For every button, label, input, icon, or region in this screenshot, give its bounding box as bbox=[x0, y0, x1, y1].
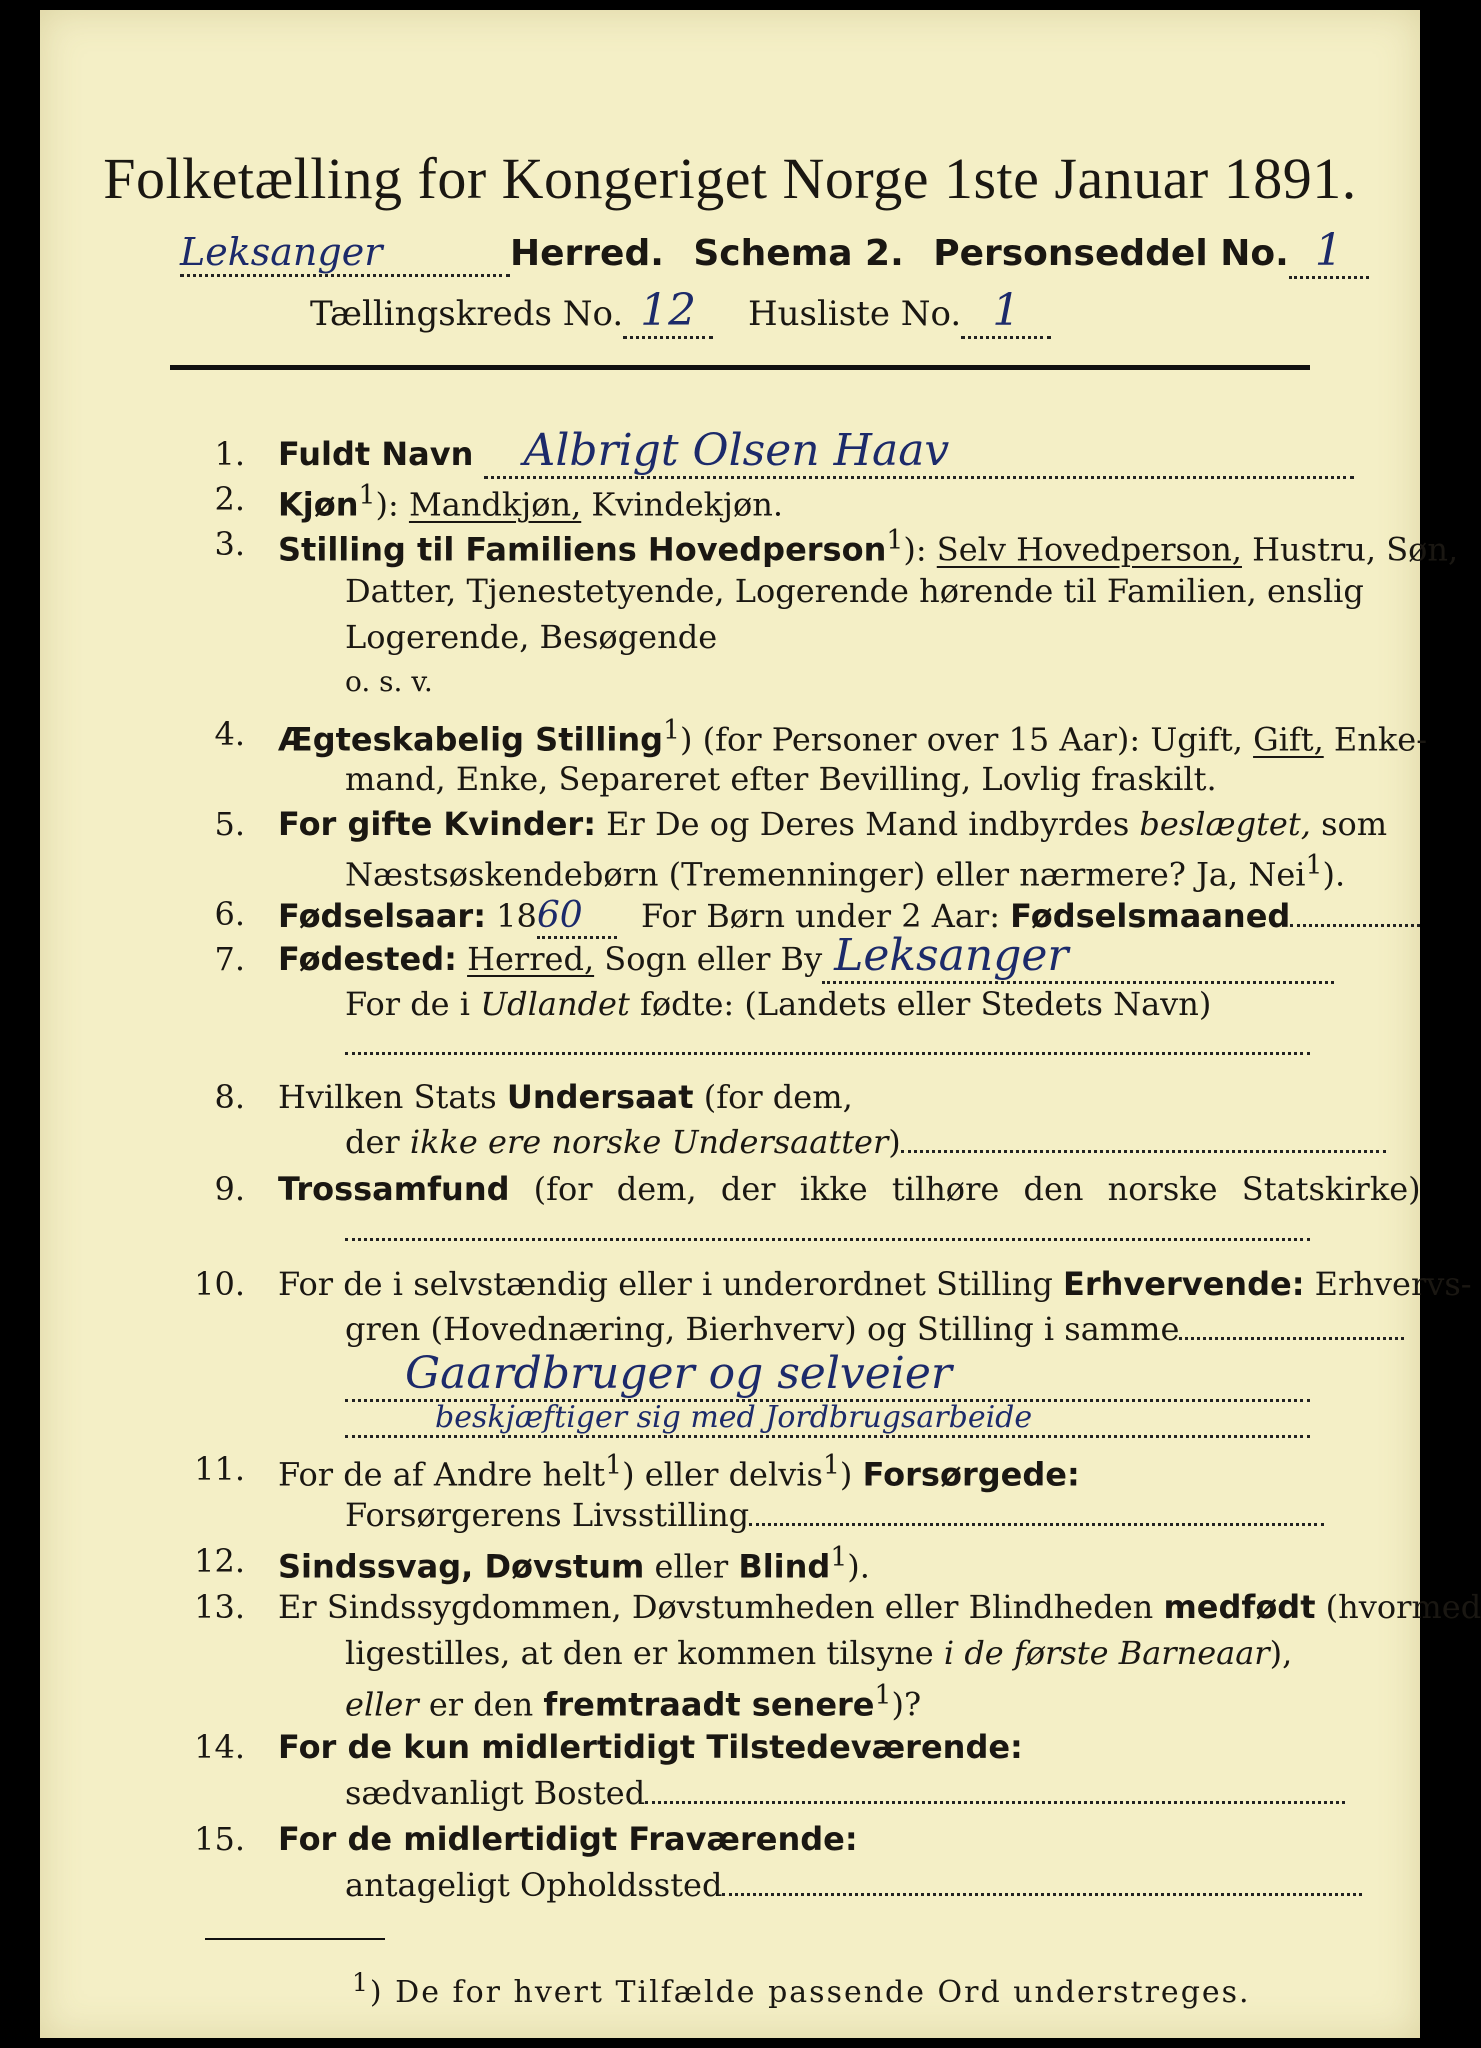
q13-label: medfødt bbox=[1163, 1588, 1316, 1626]
q11-label: Forsørgede: bbox=[862, 1455, 1080, 1494]
header-line-kreds bbox=[310, 285, 1051, 339]
husliste-value: 1 bbox=[961, 285, 1051, 339]
q10-label: Erhvervende: bbox=[1062, 1265, 1305, 1303]
q13-line2-italic: i de første Barneaar bbox=[943, 1634, 1270, 1672]
q7-line2b: fødte: (Landets eller Stedets Navn) bbox=[640, 985, 1212, 1023]
q14-label: For de kun midlertidigt Tilstedeværende: bbox=[278, 1728, 1023, 1766]
q2-sup: 1 bbox=[358, 480, 376, 511]
q8-line1a: Hvilken Stats bbox=[278, 1078, 497, 1116]
q11-line1c: ) bbox=[839, 1455, 853, 1494]
q8-label: Undersaat bbox=[506, 1078, 694, 1116]
q1-label: Fuldt Navn bbox=[278, 435, 474, 473]
q11-line2-text: Forsørgerens Livsstilling bbox=[345, 1496, 750, 1534]
q8-line2 bbox=[345, 1123, 1386, 1161]
q2-row bbox=[278, 480, 783, 524]
q10-line2-text: gren (Hovednæring, Bierhverv) og Stilling i samme bbox=[345, 1310, 1180, 1348]
q11-line1a: For de af Andre helt bbox=[278, 1455, 606, 1494]
q5-number: 5. bbox=[214, 805, 245, 843]
q14-row bbox=[278, 1728, 1023, 1766]
q10-value-line1: Gaardbruger og selveier bbox=[345, 1348, 1310, 1402]
q8-row bbox=[278, 1078, 853, 1116]
q2-label: Kjøn bbox=[278, 485, 359, 524]
q12-sup: 1 bbox=[830, 1542, 848, 1573]
q14-line2-text: sædvanligt Bosted bbox=[345, 1774, 646, 1812]
q4-label: Ægteskabelig Stilling bbox=[278, 720, 664, 759]
q14-number: 14. bbox=[194, 1728, 245, 1766]
q12-label2: Blind bbox=[738, 1547, 831, 1586]
q4-line2: mand, Enke, Separeret efter Bevilling, Lovlig fraskilt. bbox=[345, 760, 1217, 798]
q13-line1c: (hvormed bbox=[1325, 1588, 1481, 1626]
q7-row bbox=[278, 930, 1334, 984]
q13-line3c: )? bbox=[891, 1685, 922, 1724]
q3-colon: ): bbox=[903, 530, 927, 569]
q11-number: 11. bbox=[194, 1450, 245, 1488]
q8-line2b: ) bbox=[888, 1123, 901, 1161]
q1-row bbox=[278, 425, 1354, 479]
q10-blank bbox=[1179, 1337, 1404, 1340]
footnote-sup: 1 bbox=[352, 1968, 370, 1997]
kreds-value: 12 bbox=[623, 285, 713, 339]
q3-line2: Datter, Tjenestetyende, Logerende hørende til Familien, enslig bbox=[345, 572, 1364, 610]
q8-blank bbox=[901, 1150, 1386, 1153]
q8-line2a: der bbox=[345, 1123, 400, 1161]
husliste-label: Husliste No. bbox=[747, 294, 962, 334]
header-rule bbox=[170, 365, 1310, 370]
q9-row bbox=[278, 1170, 1421, 1208]
q14-line2 bbox=[345, 1774, 1345, 1812]
q6-label: Fødselsaar: bbox=[278, 897, 486, 935]
q6-blank bbox=[1290, 924, 1420, 927]
footnote-text: ) De for hvert Tilfælde passende Ord understreges. bbox=[369, 1975, 1251, 2010]
q5-row bbox=[278, 805, 1387, 843]
q10-line1a: For de i selvstændig eller i underordnet Stilling bbox=[278, 1265, 1053, 1303]
q3-number: 3. bbox=[214, 525, 245, 563]
form-title: Folketælling for Kongeriget Norge 1ste Januar 1891. bbox=[103, 146, 1357, 211]
q6-number: 6. bbox=[214, 895, 245, 933]
q11-row bbox=[278, 1450, 1080, 1494]
q15-line2-text: antageligt Opholdssted bbox=[345, 1866, 723, 1904]
q11-line1b: ) eller delvis bbox=[622, 1455, 823, 1494]
q15-label: For de midlertidigt Fraværende: bbox=[278, 1820, 858, 1858]
q10-line1c: Erhvervs- bbox=[1314, 1265, 1472, 1303]
q9-number: 9. bbox=[214, 1170, 245, 1208]
q6-value: 60 bbox=[537, 895, 617, 939]
q13-sup: 1 bbox=[874, 1680, 892, 1711]
q4-number: 4. bbox=[214, 715, 245, 753]
q1-number: 1. bbox=[214, 435, 245, 473]
q3-option-selected: Selv Hovedperson, bbox=[936, 530, 1242, 569]
q7-line2a: For de i bbox=[345, 985, 471, 1023]
personseddel-value: 1 bbox=[1289, 225, 1369, 279]
q5-end: ). bbox=[1322, 855, 1346, 894]
q3-line4: o. s. v. bbox=[345, 665, 433, 698]
q15-row bbox=[278, 1820, 858, 1858]
footnote bbox=[352, 1968, 1251, 2010]
q13-line3a: er den bbox=[428, 1685, 534, 1724]
personseddel-label: Personseddel No. bbox=[933, 233, 1289, 274]
q7-line2 bbox=[345, 985, 1211, 1023]
q12-label: Sindssvag, Døvstum bbox=[278, 1547, 645, 1586]
q13-line2b: ), bbox=[1269, 1634, 1293, 1672]
q6-mid: For Børn under 2 Aar: bbox=[641, 897, 1000, 935]
q11-blank bbox=[749, 1523, 1324, 1526]
q13-line3-bold: fremtraadt senere bbox=[543, 1685, 875, 1724]
q13-line1a: Er Sindssygdommen, Døvstumheden eller Blindheden bbox=[278, 1588, 1154, 1626]
q11-sup-1: 1 bbox=[605, 1450, 623, 1481]
q7-blank-line bbox=[345, 1032, 1310, 1055]
q12-number: 12. bbox=[194, 1542, 245, 1580]
q15-line2 bbox=[345, 1866, 1362, 1904]
q5-line2-text: Næstsøskendebørn (Tremenninger) eller nærmere? Ja, Nei bbox=[345, 855, 1306, 894]
q15-number: 15. bbox=[194, 1820, 245, 1858]
q13-line2 bbox=[345, 1634, 1292, 1672]
q4-row bbox=[278, 715, 1427, 759]
q13-row bbox=[278, 1588, 1481, 1626]
q3-line3: Logerende, Besøgende bbox=[345, 618, 718, 656]
q10-row bbox=[278, 1265, 1472, 1303]
q10-value-line2: beskjæftiger sig med Jordbrugsarbeide bbox=[345, 1400, 1310, 1438]
q6-label2: Fødselsmaaned bbox=[1010, 897, 1291, 935]
q4-mid: ) (for Personer over 15 Aar): Ugift, bbox=[680, 720, 1243, 759]
footnote-rule bbox=[205, 1938, 385, 1940]
q3-label: Stilling til Familiens Hovedperson bbox=[278, 530, 887, 569]
census-form bbox=[40, 10, 1481, 2038]
q9-rest: (for dem, der ikke tilhøre den norske Statskirke) bbox=[533, 1170, 1421, 1208]
q2-option-selected: Mandkjøn, bbox=[408, 485, 582, 524]
q13-line2a: ligestilles, at den er kommen tilsyne bbox=[345, 1634, 934, 1672]
q7-label: Fødested: bbox=[278, 940, 457, 978]
q2-number: 2. bbox=[214, 480, 245, 518]
q9-label: Trossamfund bbox=[278, 1170, 510, 1208]
q2-option-2: Kvindekjøn. bbox=[591, 485, 784, 524]
header-line-herred bbox=[180, 225, 1369, 279]
q7-line2-italic: Udlandet bbox=[480, 985, 630, 1023]
q5-label: For gifte Kvinder: bbox=[278, 805, 596, 843]
q10-number: 10. bbox=[194, 1265, 245, 1303]
q1-value: Albrigt Olsen Haav bbox=[484, 425, 1354, 479]
q7-mid: Sogn eller By bbox=[604, 940, 823, 978]
q3-sup: 1 bbox=[886, 525, 904, 556]
q5-line2 bbox=[345, 850, 1345, 894]
q7-number: 7. bbox=[214, 940, 245, 978]
q10-line2 bbox=[345, 1310, 1404, 1348]
q4-sup: 1 bbox=[663, 715, 681, 746]
q5-sup: 1 bbox=[1305, 850, 1323, 881]
q11-sup-2: 1 bbox=[822, 1450, 840, 1481]
q5-italic: beslægtet, bbox=[1139, 805, 1311, 843]
q4-option-selected: Gift, bbox=[1253, 720, 1324, 759]
q2-colon: ): bbox=[375, 485, 399, 524]
q9-blank-line bbox=[345, 1218, 1310, 1241]
q14-blank bbox=[645, 1801, 1345, 1804]
q3-rest: Hustru, Søn, bbox=[1252, 530, 1459, 569]
herred-label: Herred. bbox=[510, 233, 664, 274]
q8-line1c: (for dem, bbox=[703, 1078, 853, 1116]
q5-rest: som bbox=[1321, 805, 1388, 843]
q5-mid: Er De og Deres Mand indbyrdes bbox=[606, 805, 1130, 843]
q8-line2-italic: ikke ere norske Undersaatter bbox=[409, 1123, 889, 1161]
q15-blank bbox=[722, 1893, 1362, 1896]
q7-option-selected: Herred, bbox=[467, 940, 595, 978]
q12-end: ). bbox=[847, 1547, 870, 1586]
q7-value: Leksanger bbox=[822, 930, 1334, 984]
q11-line2 bbox=[345, 1496, 1324, 1534]
q13-line3-italic: eller bbox=[345, 1685, 419, 1724]
q12-mid: eller bbox=[654, 1547, 729, 1586]
schema-label: Schema 2. bbox=[693, 233, 904, 274]
kreds-label: Tællingskreds No. bbox=[310, 294, 624, 334]
q13-number: 13. bbox=[194, 1588, 245, 1626]
q8-number: 8. bbox=[214, 1078, 245, 1116]
herred-value: Leksanger bbox=[180, 230, 510, 277]
q6-prefix: 18 bbox=[496, 897, 537, 935]
q4-rest: Enke- bbox=[1333, 720, 1428, 759]
q12-row bbox=[278, 1542, 870, 1586]
q13-line3 bbox=[345, 1680, 921, 1724]
q3-row bbox=[278, 525, 1458, 569]
